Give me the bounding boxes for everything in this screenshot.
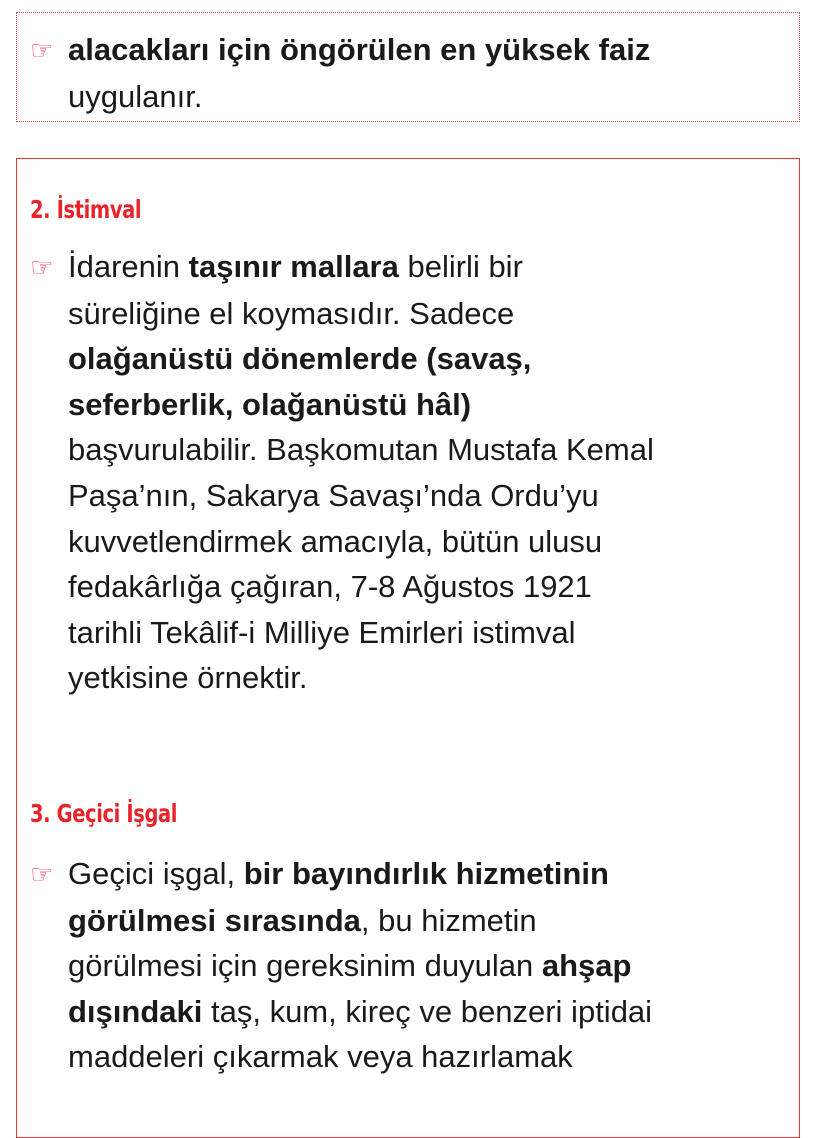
istimval-paragraph: ☞ İdarenin taşınır mallara belirli bir süreliğine el koymasıdır. Sadece olağanüstü dönemlerde (savaş, seferberlik, olağanüstü hâl) başvurulabilir. Başkomutan Mustafa Kemal Paşa’nın, Sakarya Savaşı’nda Ordu’yu kuvvetlendirmek amacıyla, bütün ulusu fedakârlığa çağıran, 7-8 Ağustos 1921 tarihli Tekâlif-i Milliye Emirleri istimval yetkisine örnektir.	[30, 244, 790, 701]
pointing-hand-icon: ☞	[30, 252, 54, 282]
section-heading-gecici-isgal: 3. Geçici İşgal	[30, 799, 178, 828]
pointing-hand-icon: ☞	[30, 859, 54, 889]
gecici-isgal-paragraph: ☞ Geçici işgal, bir bayındırlık hizmetinin görülmesi sırasında, bu hizmetin görülmesi için gereksinim duyulan ahşap dışındaki taş, kum, kireç ve benzeri iptidai maddeleri çıkarmak veya hazırlamak	[30, 851, 790, 1080]
section-heading-istimval: 2. İstimval	[30, 195, 142, 224]
top-paragraph: ☞ alacakları için öngörülen en yüksek faiz uygulanır.	[30, 27, 790, 119]
pointing-hand-icon: ☞	[30, 35, 54, 65]
